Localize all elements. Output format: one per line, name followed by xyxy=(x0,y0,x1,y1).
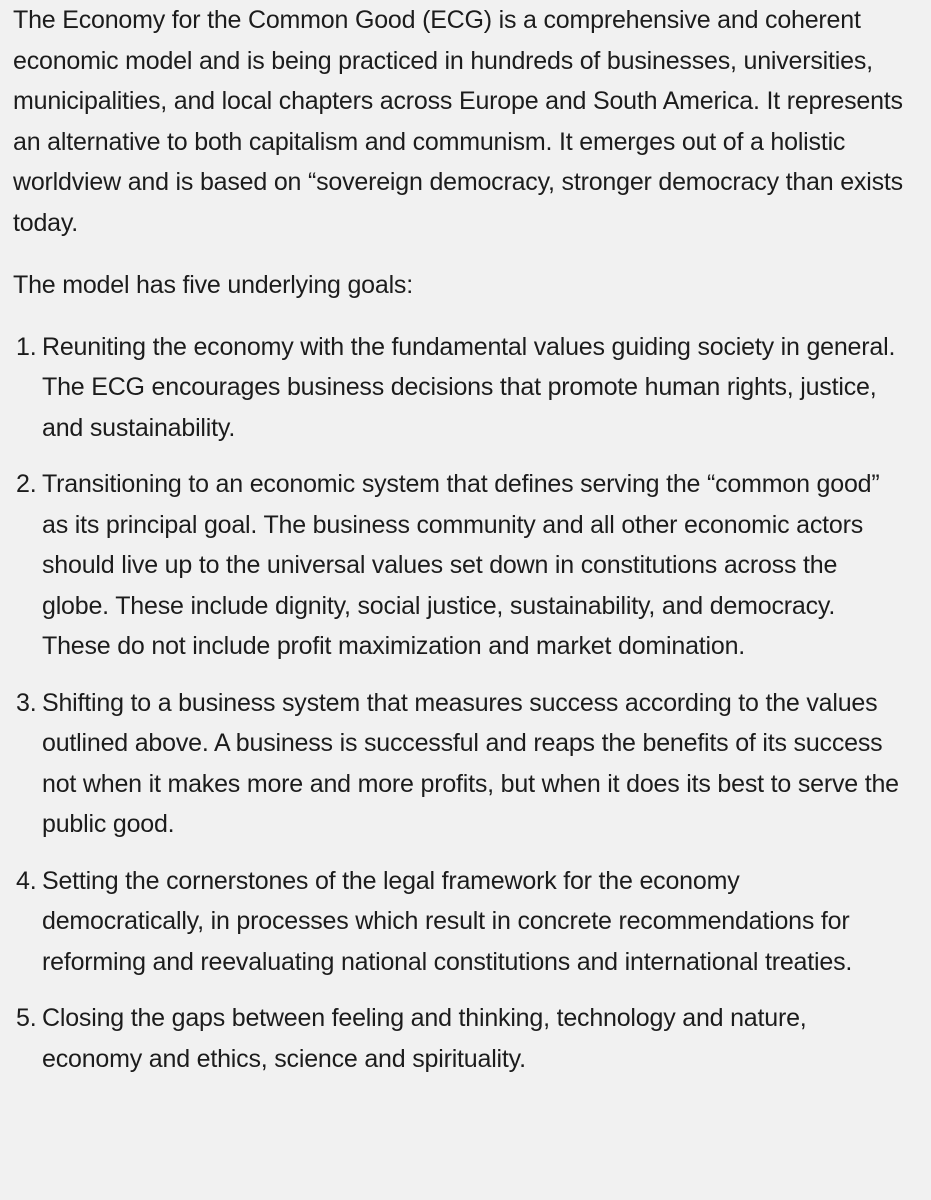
list-item-text: Transitioning to an economic system that defines serving the “common good” as its principal goal. The business community and all other economic actors should live up to the universal values set down in constitutions across the globe. These include dignity, social justice, sustainability, and democracy. These do not include profit maximization and market domination. xyxy=(42,470,880,660)
list-item-text: Closing the gaps between feeling and thinking, technology and nature, economy and ethics, science and spirituality. xyxy=(42,1004,807,1073)
intro-paragraph: The Economy for the Common Good (ECG) is a comprehensive and coherent economic model and is being practiced in hundreds of businesses, universities, municipalities, and local chapters across Europe and South America. It represents an alternative to both capitalism and communism. It emerges out of a holistic worldview and is based on “sovereign democracy, stronger democracy than exists today. xyxy=(13,6,903,237)
list-item xyxy=(13,861,907,983)
list-item-text: Shifting to a business system that measures success according to the values outlined above. A business is successful and reaps the benefits of its success not when it makes more and more profits, but when it does its best to serve the public good. xyxy=(42,688,899,838)
list-item xyxy=(13,327,907,449)
list-item-number: 5. xyxy=(16,1004,37,1032)
list-item-number: 2. xyxy=(16,470,37,498)
list-item-text: Reuniting the economy with the fundamental values guiding society in general. The ECG encourages business decisions that promote human rights, justice, and sustainability. xyxy=(42,332,896,442)
list-item-number: 3. xyxy=(16,688,37,717)
list-item xyxy=(13,683,907,845)
list-item-number: 1. xyxy=(16,332,37,361)
list-item xyxy=(13,464,907,667)
goals-list xyxy=(13,327,907,1080)
list-item-text: Setting the cornerstones of the legal framework for the economy democratically, in processes which result in concrete recommendations for reforming and reevaluating national constitutions and international treaties. xyxy=(42,866,853,976)
list-item-number: 4. xyxy=(16,866,37,895)
goals-heading: The model has five underlying goals: xyxy=(13,271,413,299)
list-item xyxy=(13,998,907,1079)
